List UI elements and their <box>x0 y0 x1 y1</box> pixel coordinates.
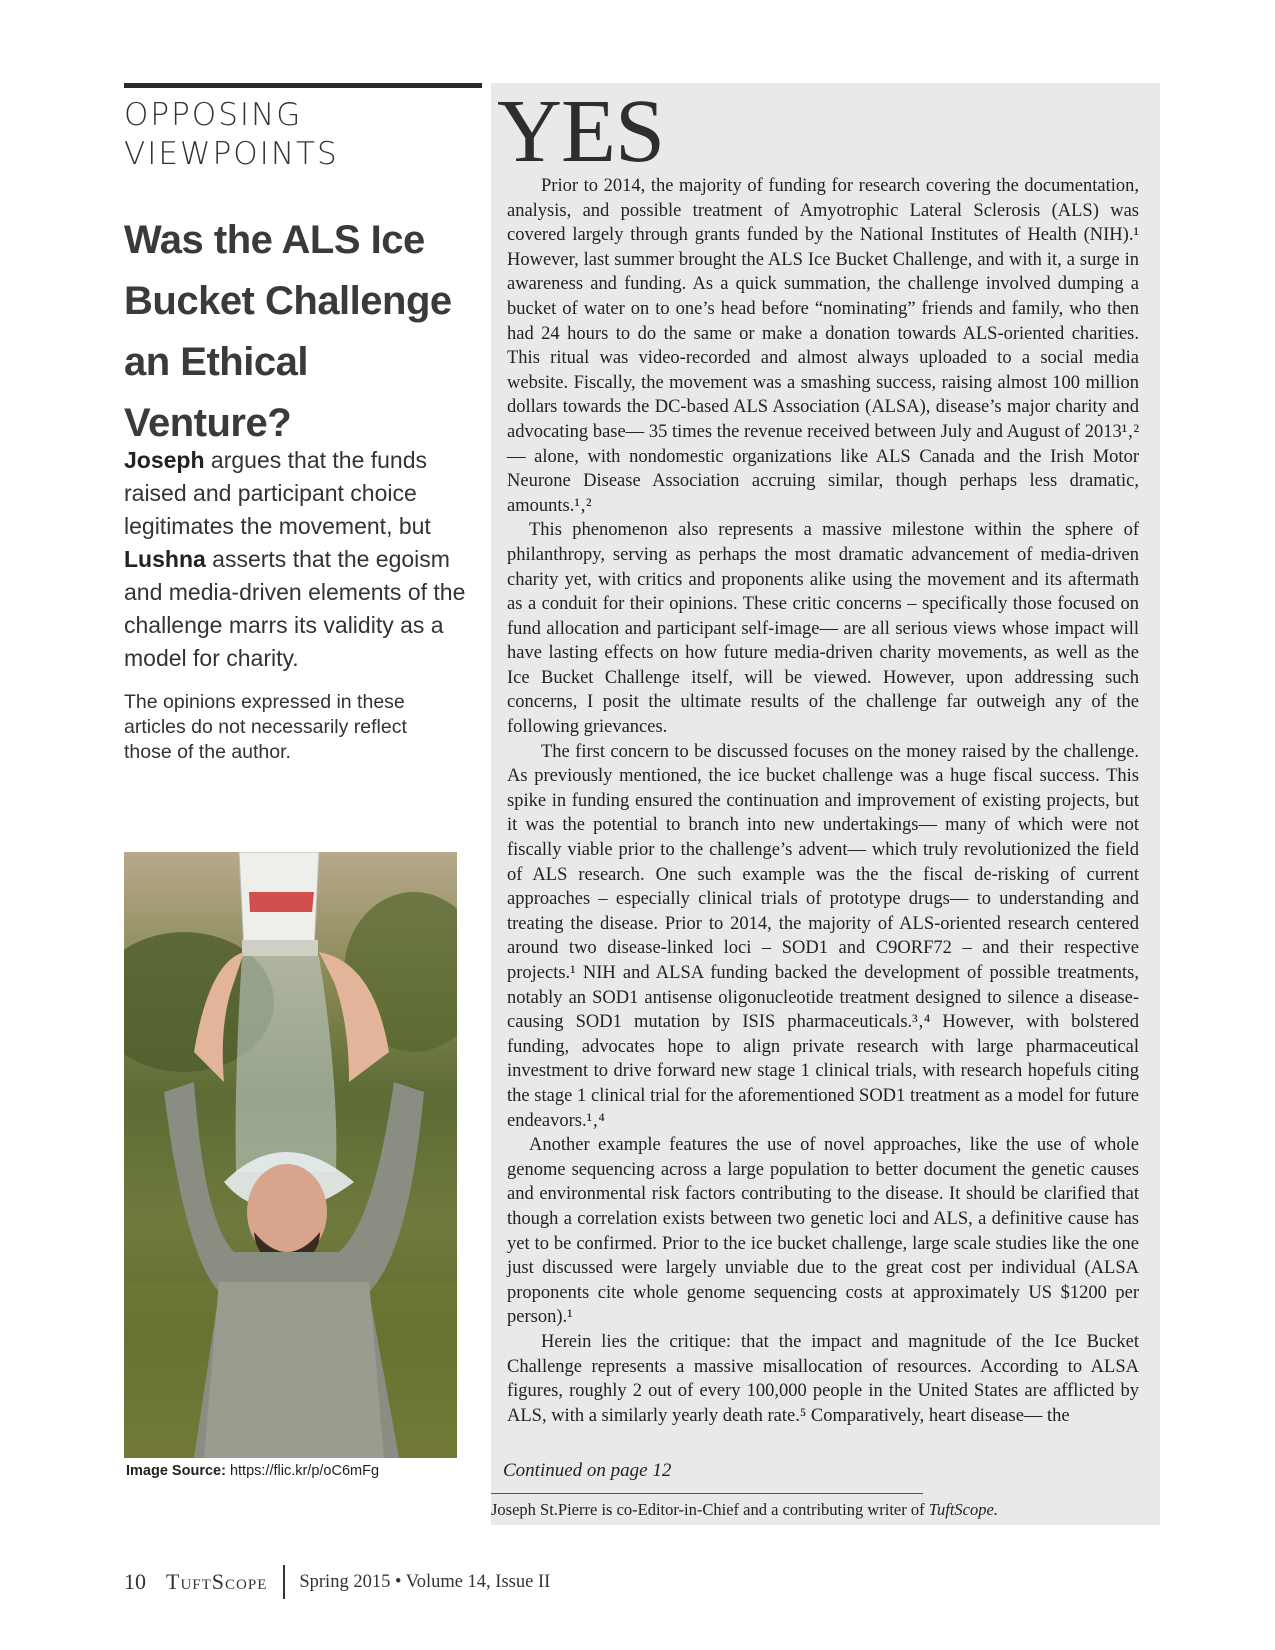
author-bio-publication: TuftScope. <box>928 1500 998 1519</box>
ice-bucket-illustration <box>124 852 457 1458</box>
section-label-line1: OPPOSING <box>124 97 303 133</box>
dek-text-1: argues that the funds raised and participant choice legitimates the movement, but <box>124 447 431 539</box>
page-number: 10 <box>124 1569 146 1594</box>
dek-name-lushna: Lushna <box>124 546 206 572</box>
author-bio <box>491 1500 1131 1520</box>
author-bio-text: Joseph St.Pierre is co-Editor-in-Chief and a contributing writer of <box>491 1500 929 1519</box>
photo-caption-label: Image Source: <box>126 1463 226 1479</box>
article-body <box>507 174 1139 1428</box>
stance-heading: YES <box>497 82 665 181</box>
photo-caption <box>126 1463 466 1479</box>
disclaimer: The opinions expressed in these articles do not necessarily reflect those of the author. <box>124 691 407 763</box>
dek-name-joseph: Joseph <box>124 447 205 473</box>
article-paragraph: The first concern to be discussed focuses on the money raised by the challenge. As previously mentioned, the ice bucket challenge was a huge fiscal success. This spike in funding ensured the continuation and improvement of existing projects, but it was the potential to branch into new undertakings— many of which were not fiscally viable prior to the challenge’s advent— which truly revolutionized the field of ALS research. One such example was the the fiscal de-risking of current approaches – especially clinical trials of prototype drugs— to understanding and treating the disease. Prior to 2014, the majority of ALS-oriented research centered around two disease-linked loci – SOD1 and C9ORF72 – and their respective projects.¹ NIH and ALSA funding backed the development of possible treatments, notably an SOD1 antisense oligonucleotide treatment designed to silence a disease-causing SOD1 mutation by ISIS pharmaceuticals.³‚⁴ However, with bolstered funding, advocates hope to align private research with large pharmaceutical investment to drive forward new stage 1 clinical trials, with research hopefuls citing the stage 1 clinical trial for the aforementioned SOD1 treatment as a model for future endeavors.¹‚⁴ <box>507 741 1139 1131</box>
photo-source-link[interactable]: https://flic.kr/p/oC6mFg <box>229 1463 380 1479</box>
dek <box>124 444 474 675</box>
article-paragraph: This phenomenon also represents a massive milestone within the sphere of philanthropy, serving as perhaps the most dramatic advancement of media-driven charity yet, with critics and proponents alike using the movement and its aftermath as a conduit for their opinions. These critic concerns – specifically those focused on fund allocation and participant self-image— are all serious views whose impact will have lasting effects on how future media-driven charity movements, as well as the Ice Bucket Challenge itself, will be viewed. However, upon addressing such concerns, I posit the ultimate results of the challenge far outweigh any of the following grievances. <box>507 520 1139 738</box>
article-paragraph: Prior to 2014, the majority of funding for research covering the documentation, analysis, and possible treatment of Amyotrophic Lateral Sclerosis (ALS) was covered largely through grants funded by the National Institutes of Health (NIH).¹ However, last summer brought the ALS Ice Bucket Challenge, and with it, a surge in awareness and funding. As a quick summation, the challenge involved dumping a bucket of water on to one’s head before “nominating” friends and family, who then had 24 hours to do the same or make a donation towards ALS-oriented charities. This ritual was video-recorded and almost always uploaded to a social media website. Fiscally, the movement was a smashing success, raising almost 100 million dollars towards the DC-based ALS Association (ALSA), disease’s major charity and advocating base— 35 times the revenue received between July and August of 2013¹‚²— alone, with nondomestic organizations like ALS Canada and the Irish Motor Neurone Disease Association accruing similar, though perhaps less dramatic, amounts.¹‚² <box>507 176 1139 516</box>
ice-bucket-photo <box>124 852 457 1458</box>
bio-rule <box>491 1493 923 1494</box>
footer-separator <box>283 1565 285 1599</box>
section-label <box>124 96 464 174</box>
magazine-name: TuftScope <box>166 1569 268 1594</box>
article-paragraph: Herein lies the critique: that the impact and magnitude of the Ice Bucket Challenge represents a massive misallocation of resources. According to ALSA figures, roughly 2 out of every 100,000 people in the United States are afflicted by ALS, with a similarly yearly death rate.⁵ Comparatively, heart disease— the <box>507 1331 1139 1426</box>
article-paragraph: Another example features the use of novel approaches, like the use of whole genome sequencing across a large population to better document the genetic causes and environmental risk factors contributing to the disease. It should be clarified that though a correlation exists between two genetic loci and ALS, a definitive cause has yet to be confirmed. Prior to the ice bucket challenge, large scale studies like the one just discussed were largely unviable due to the great cost per individual (ALSA proponents cite whole genome sequencing costs at approximately US $1200 per person).¹ <box>507 1135 1139 1328</box>
top-rule <box>124 83 482 88</box>
section-label-line2: VIEWPOINTS <box>124 136 339 172</box>
issue-info: Spring 2015 • Volume 14, Issue II <box>299 1571 551 1592</box>
dek-text-2: asserts that the egoism and media-driven elements of the challenge marrs its validity as a model for charity. <box>124 546 466 671</box>
headline: Was the ALS Ice Bucket Challenge an Ethical Venture? <box>124 218 452 445</box>
continued-note: Continued on page 12 <box>503 1460 672 1481</box>
page-footer <box>124 1563 550 1601</box>
